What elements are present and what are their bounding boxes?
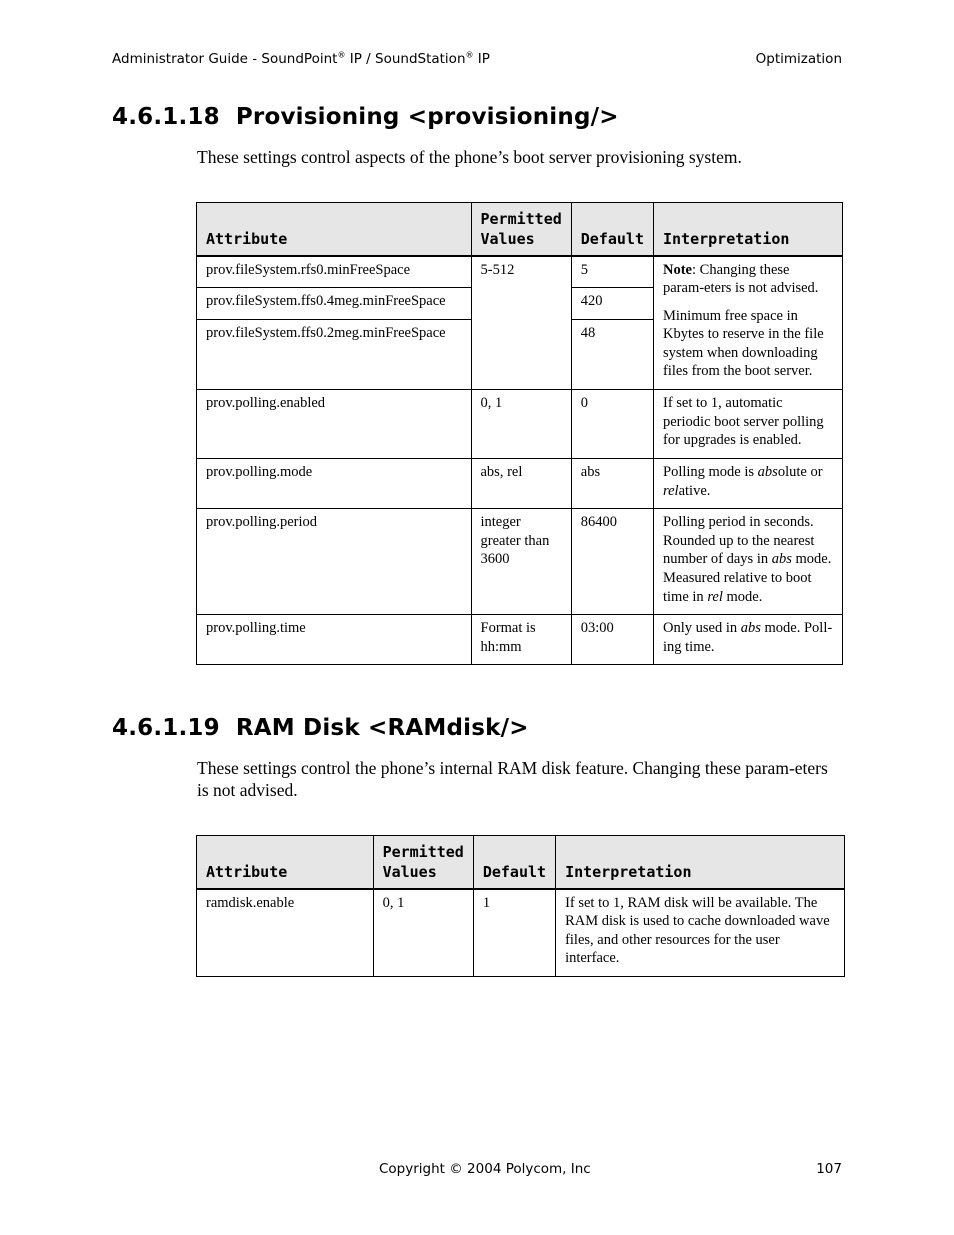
default-cell: 86400 bbox=[571, 509, 653, 615]
text-run: Polling mode is bbox=[663, 464, 758, 481]
provisioning-table bbox=[196, 202, 843, 665]
permitted-values-cell: integer greater than 3600 bbox=[471, 509, 571, 615]
header-product-suffix: IP bbox=[473, 51, 490, 67]
text-run: Only used in bbox=[663, 620, 741, 637]
attribute-cell: prov.fileSystem.ffs0.2meg.minFreeSpace bbox=[197, 320, 472, 390]
default-cell: 1 bbox=[473, 889, 555, 977]
column-header: Attribute bbox=[197, 836, 374, 889]
interpretation-cell: If set to 1, automatic periodic boot server polling for upgrades is enabled. bbox=[654, 390, 843, 459]
attribute-cell: prov.fileSystem.rfs0.minFreeSpace bbox=[197, 256, 472, 288]
italic-run: rel bbox=[707, 588, 723, 605]
attribute-cell: prov.polling.mode bbox=[197, 459, 472, 509]
ramdisk-table bbox=[196, 835, 845, 977]
default-cell: 03:00 bbox=[571, 615, 653, 665]
table-header-row bbox=[197, 836, 845, 889]
column-header: Interpretation bbox=[556, 836, 845, 889]
default-cell: 0 bbox=[571, 390, 653, 459]
text-run: ative. bbox=[678, 482, 711, 499]
header-product: IP / SoundStation bbox=[345, 51, 466, 67]
table-row bbox=[197, 390, 843, 459]
table-row bbox=[197, 615, 843, 665]
section-heading-provisioning bbox=[112, 104, 619, 130]
default-cell: 48 bbox=[571, 320, 653, 390]
default-cell: 420 bbox=[571, 288, 653, 320]
registered-mark: ® bbox=[465, 50, 474, 60]
italic-run: abs bbox=[757, 464, 778, 481]
footer-copyright: Copyright © 2004 Polycom, Inc bbox=[379, 1161, 591, 1177]
table-row bbox=[197, 889, 845, 977]
column-header: Permitted Values bbox=[471, 203, 571, 256]
column-header: Attribute bbox=[197, 203, 472, 256]
table-row bbox=[197, 509, 843, 615]
column-header: Interpretation bbox=[654, 203, 843, 256]
interpretation-cell bbox=[654, 256, 843, 390]
note-text: : Changing these param-eters is not advised. bbox=[663, 261, 819, 297]
section-heading-ramdisk bbox=[112, 715, 529, 741]
section-number: 4.6.1.19 bbox=[112, 715, 220, 741]
table-row bbox=[197, 256, 843, 288]
column-header: Default bbox=[571, 203, 653, 256]
interpretation-cell: If set to 1, RAM disk will be available. The RAM disk is used to cache downloaded wave files, and other resources for the user interface. bbox=[556, 889, 845, 977]
attribute-cell: prov.polling.enabled bbox=[197, 390, 472, 459]
header-guide-title: Administrator Guide - SoundPoint bbox=[112, 51, 338, 67]
text-run: olute or bbox=[777, 464, 823, 481]
permitted-values-cell: 0, 1 bbox=[471, 390, 571, 459]
default-cell: 5 bbox=[571, 256, 653, 288]
text-run: mode. Measured relative to boot time in bbox=[663, 551, 832, 605]
note-detail: Minimum free space in Kbytes to reserve in the file system when downloading files from the boot server. bbox=[663, 307, 824, 380]
attribute-cell: prov.polling.period bbox=[197, 509, 472, 615]
section-intro: These settings control the phone’s internal RAM disk feature. Changing these param-eters is not advised. bbox=[197, 758, 828, 800]
table-row bbox=[197, 459, 843, 509]
interpretation-cell bbox=[654, 615, 843, 665]
column-header: Permitted Values bbox=[373, 836, 473, 889]
permitted-values-cell: 0, 1 bbox=[373, 889, 473, 977]
registered-mark: ® bbox=[337, 50, 346, 60]
text-run: mode. bbox=[722, 588, 763, 605]
section-number: 4.6.1.18 bbox=[112, 104, 220, 130]
permitted-values-cell: 5-512 bbox=[471, 256, 571, 390]
note-label: Note bbox=[663, 261, 692, 278]
section-title: Provisioning <provisioning/> bbox=[235, 104, 619, 130]
default-cell: abs bbox=[571, 459, 653, 509]
text-run: mode. Poll-ing time. bbox=[663, 620, 833, 655]
interpretation-cell bbox=[654, 509, 843, 615]
column-header: Default bbox=[473, 836, 555, 889]
attribute-cell: prov.fileSystem.ffs0.4meg.minFreeSpace bbox=[197, 288, 472, 320]
text-run: Polling period in seconds. Rounded up to the nearest number of days in bbox=[663, 514, 815, 568]
italic-run: abs bbox=[740, 620, 761, 637]
permitted-values-cell: abs, rel bbox=[471, 459, 571, 509]
attribute-cell: ramdisk.enable bbox=[197, 889, 374, 977]
italic-run: rel bbox=[663, 482, 679, 499]
running-header-chapter: Optimization bbox=[755, 51, 842, 67]
table-header-row bbox=[197, 203, 843, 256]
running-header-title bbox=[112, 51, 490, 67]
page-number: 107 bbox=[816, 1161, 842, 1177]
section-title: RAM Disk <RAMdisk/> bbox=[235, 715, 529, 741]
italic-run: abs bbox=[771, 551, 792, 568]
attribute-cell: prov.polling.time bbox=[197, 615, 472, 665]
permitted-values-cell: Format is hh:mm bbox=[471, 615, 571, 665]
section-intro: These settings control aspects of the phone’s boot server provisioning system. bbox=[197, 147, 742, 167]
interpretation-cell bbox=[654, 459, 843, 509]
